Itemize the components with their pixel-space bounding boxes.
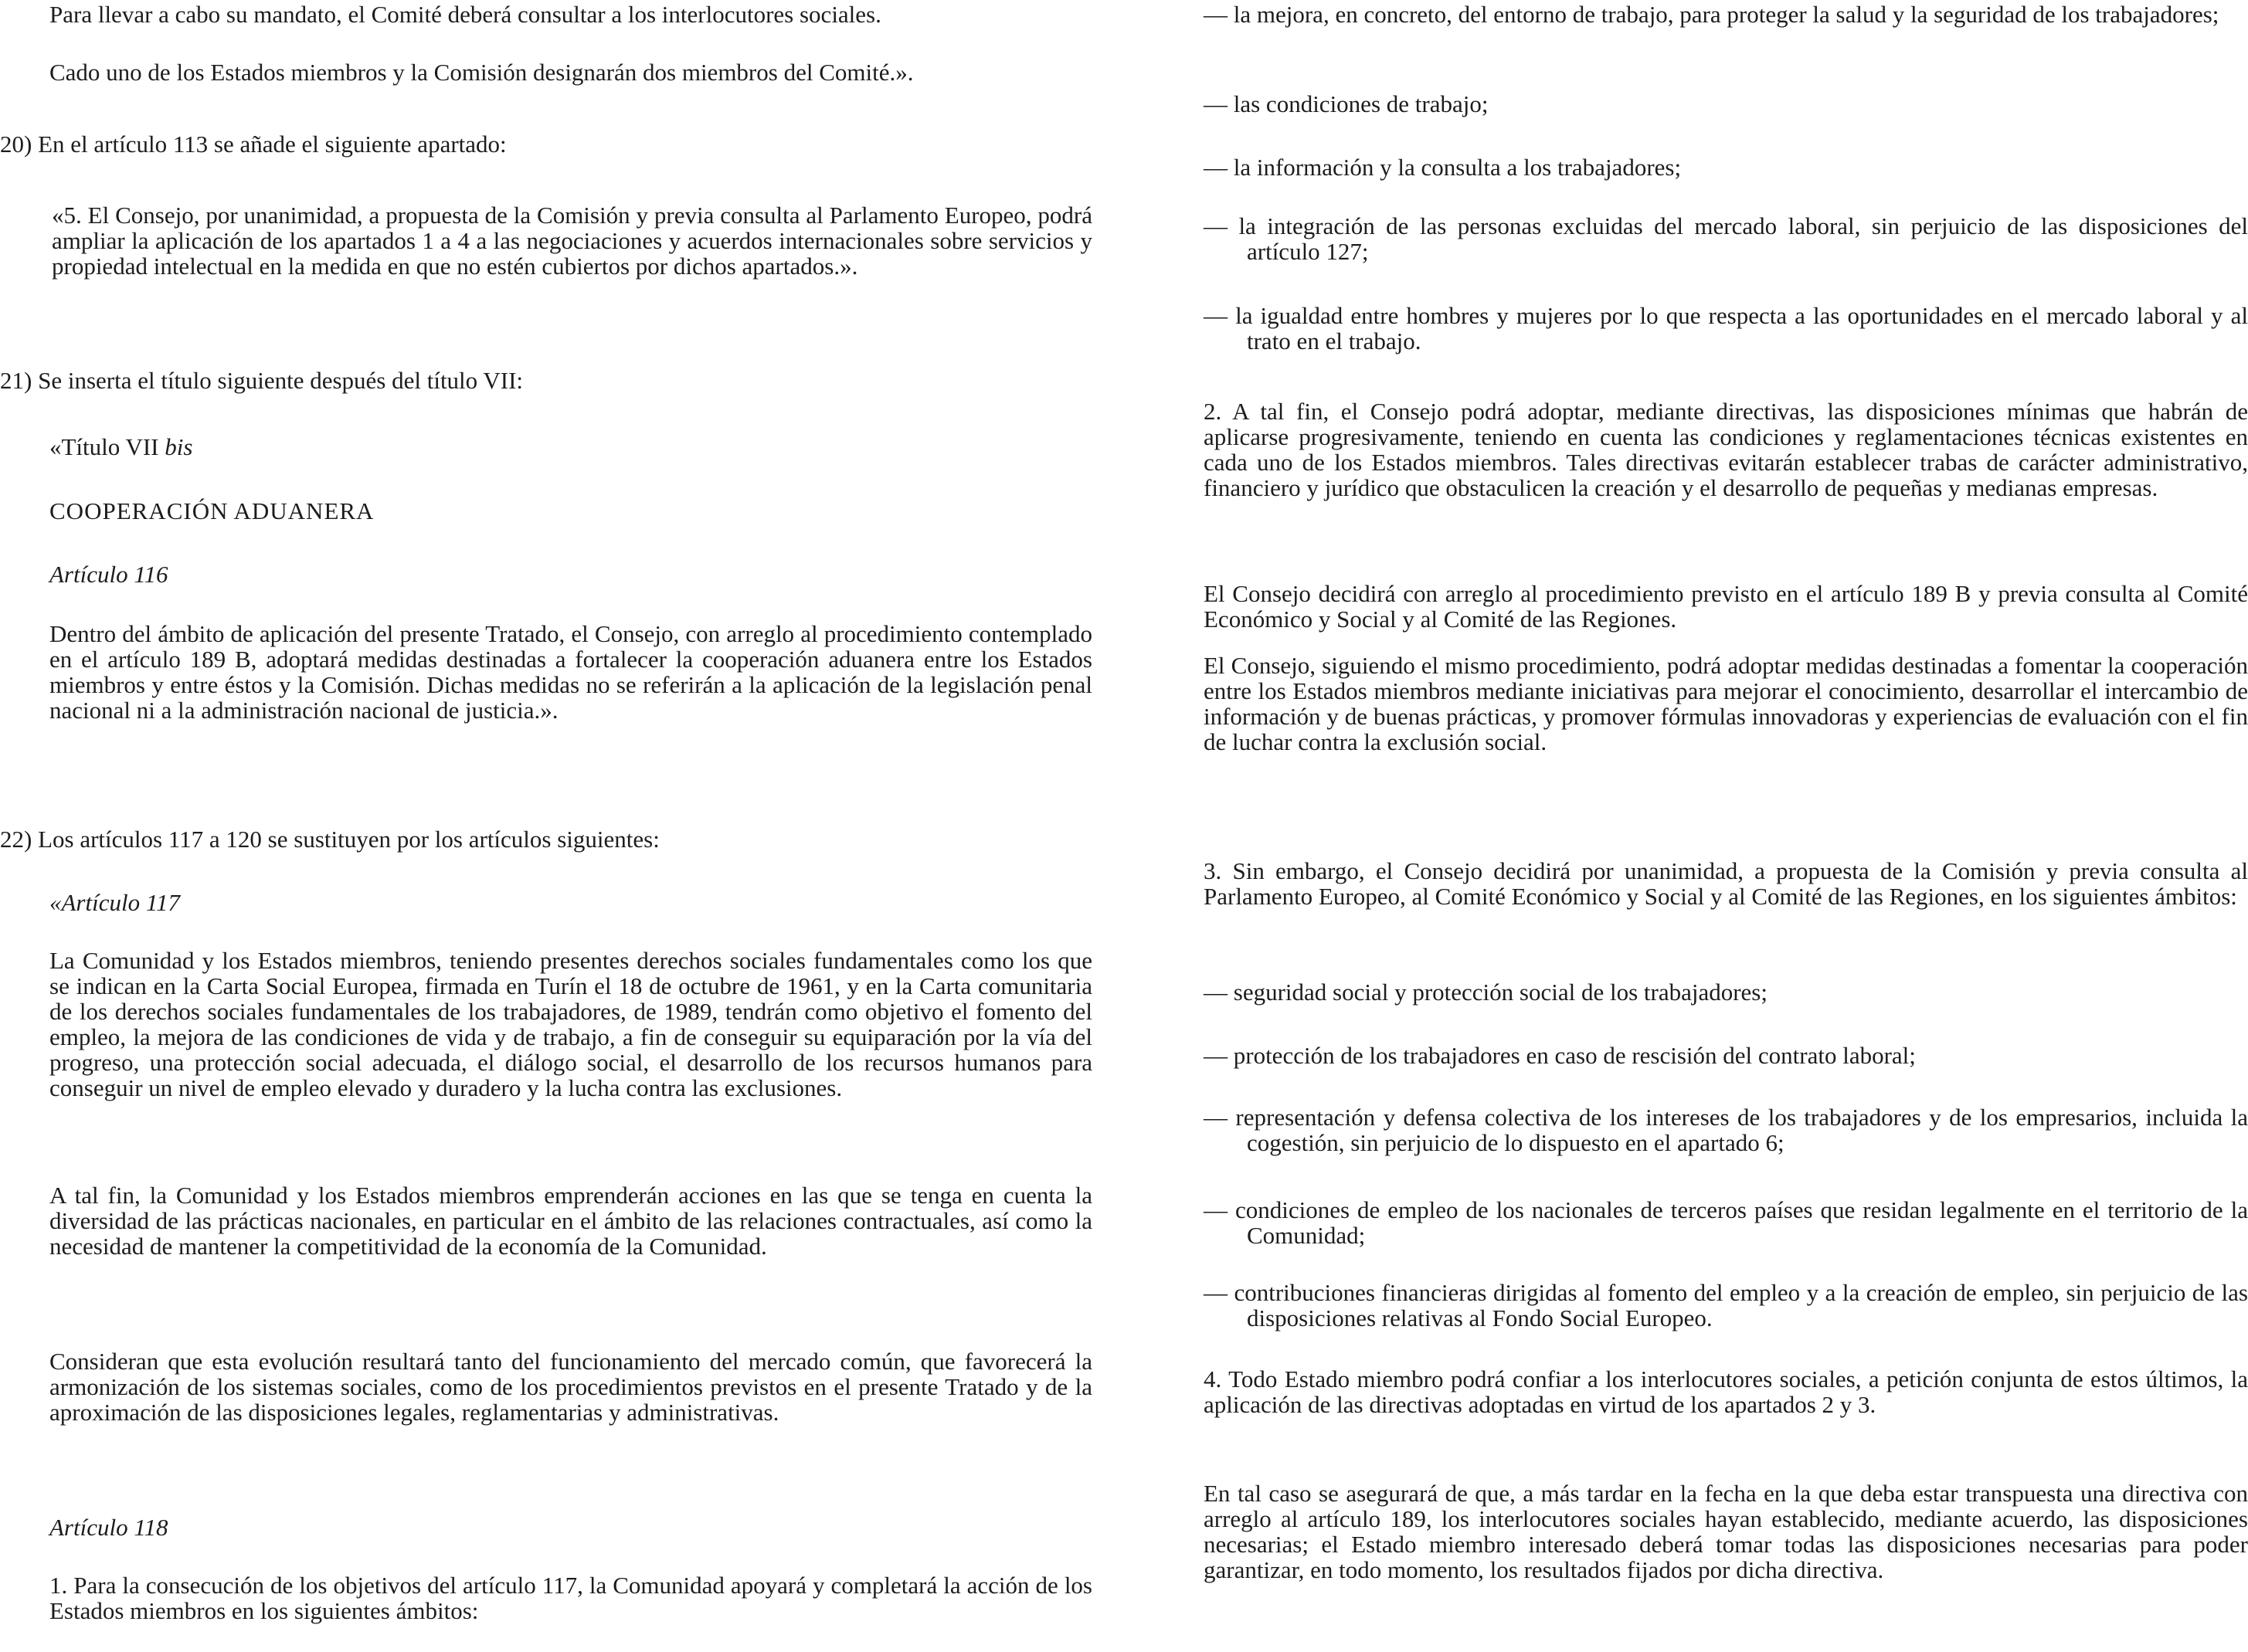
paragraph: Dentro del ámbito de aplicación del presente Tratado, el Consejo, con arreglo al procedimiento contemplado en el artículo 189 B, adoptará medidas destinadas a fortalecer la cooperación aduanera entre los Estados miembros y entre éstos y la Comisión. Dichas medidas no se referirán a la aplicación de la legislación penal nacional ni a la administración nacional de justicia.». xyxy=(49,620,1092,724)
list-item: — protección de los trabajadores en caso de rescisión del contrato laboral; xyxy=(1204,1042,1916,1069)
paragraph: 4. Todo Estado miembro podrá confiar a los interlocutores sociales, a petición conjunta de estos últimos, la aplicación de las directivas adoptadas en virtud de los apartados 2 y 3. xyxy=(1204,1365,2248,1418)
paragraph: A tal fin, la Comunidad y los Estados miembros emprenderán acciones en las que se tenga en cuenta la diversidad de las prácticas nacionales, en particular en el ámbito de las relaciones contractuales, así como la necesidad de mantener la competitividad de la economía de la Comunidad. xyxy=(49,1182,1092,1260)
paragraph: 1. Para la consecución de los objetivos del artículo 117, la Comunidad apoyará y completará la acción de los Estados miembros en los siguientes ámbitos: xyxy=(49,1572,1092,1624)
article-heading: Artículo 118 xyxy=(49,1514,168,1541)
paragraph: Cado uno de los Estados miembros y la Comisión designarán dos miembros del Comité.». xyxy=(49,59,914,86)
list-item: — representación y defensa colectiva de los intereses de los trabajadores y de los empresarios, incluida la cogestión, sin perjuicio de lo dispuesto en el apartado 6; xyxy=(1204,1104,2248,1156)
article-heading: «Artículo 117 xyxy=(49,889,181,916)
paragraph: La Comunidad y los Estados miembros, teniendo presentes derechos sociales fundamentales como los que se indican en la Carta Social Europea, firmada en Turín el 18 de octubre de 1961, y en la Carta comunitaria de los derechos sociales fundamentales de los trabajadores, de 1989, tendrán como objetivo el fomento del empleo, la mejora de las condiciones de vida y de trabajo, a fin de conseguir su equiparación por la vía del progreso, una protección social adecuada, el diálogo social, el desarrollo de los recursos humanos para conseguir un nivel de empleo elevado y duradero y la lucha contra las exclusiones. xyxy=(49,947,1092,1101)
paragraph: Para llevar a cabo su mandato, el Comité deberá consultar a los interlocutores sociales. xyxy=(49,1,881,28)
paragraph: 2. A tal fin, el Consejo podrá adoptar, mediante directivas, las disposiciones mínimas que habrán de aplicarse progresivamente, teniendo en cuenta las condiciones y reglamentaciones técnicas existentes en cada uno de los Estados miembros. Tales directivas evitarán establecer trabas de carácter administrativo, financiero y jurídico que obstaculicen la creación y el desarrollo de pequeñas y medianas empresas. xyxy=(1204,398,2248,501)
quoted-paragraph: «5. El Consejo, por unanimidad, a propuesta de la Comisión y previa consulta al Parlamento Europeo, podrá ampliar la aplicación de los apartados 1 a 4 a las negociaciones y acuerdos internacionales sobre servicios y propiedad intelectual en la medida en que no estén cubiertos por dichos apartados.». xyxy=(52,202,1092,280)
title-bis: bis xyxy=(165,433,193,460)
section-heading: COOPERACIÓN ADUANERA xyxy=(49,497,375,524)
paragraph: El Consejo decidirá con arreglo al procedimiento previsto en el artículo 189 B y previa consulta al Comité Económico y Social y al Comité de las Regiones. xyxy=(1204,580,2248,633)
paragraph: En tal caso se asegurará de que, a más tardar en la fecha en la que deba estar transpuesta una directiva con arreglo al artículo 189, los interlocutores sociales hayan establecido, mediante acuerdo, las disposiciones necesarias; el Estado miembro interesado deberá tomar todas las disposiciones necesarias para poder garantizar, en todo momento, los resultados fijados por dicha directiva. xyxy=(1204,1480,2248,1583)
paragraph: El Consejo, siguiendo el mismo procedimiento, podrá adoptar medidas destinadas a fomentar la cooperación entre los Estados miembros mediante iniciativas para mejorar el conocimiento, desarrollar el intercambio de información y de buenas prácticas, y promover fórmulas innovadoras y experiencias de evaluación con el fin de luchar contra la exclusión social. xyxy=(1204,652,2248,755)
list-item-21 xyxy=(0,368,1143,393)
paragraph: Consideran que esta evolución resultará tanto del funcionamiento del mercado común, que favorecerá la armonización de los sistemas sociales, como de los procedimientos previstos en el presente Tratado y de la aproximación de las disposiciones legales, reglamentarias y administrativas. xyxy=(49,1348,1092,1426)
article-heading: Artículo 116 xyxy=(49,561,168,588)
list-item: — seguridad social y protección social de los trabajadores; xyxy=(1204,979,1767,1006)
list-item-20 xyxy=(0,131,1143,157)
item-number: 20) xyxy=(0,131,32,158)
list-item: — la mejora, en concreto, del entorno de trabajo, para proteger la salud y la seguridad de los trabajadores; xyxy=(1204,1,2219,28)
list-item: — contribuciones financieras dirigidas al fomento del empleo y a la creación de empleo, sin perjuicio de las disposiciones relativas al Fondo Social Europeo. xyxy=(1204,1279,2248,1331)
item-text: Los artículos 117 a 120 se sustituyen por los artículos siguientes: xyxy=(38,826,660,853)
item-text: Se inserta el título siguiente después del título VII: xyxy=(38,367,524,394)
list-item: — la integración de las personas excluidas del mercado laboral, sin perjuicio de las disposiciones del artículo 127; xyxy=(1204,212,2248,265)
list-item: — condiciones de empleo de los nacionales de terceros países que residan legalmente en el territorio de la Comunidad; xyxy=(1204,1196,2248,1249)
list-item: — la igualdad entre hombres y mujeres por lo que respecta a las oportunidades en el mercado laboral y al trato en el trabajo. xyxy=(1204,302,2248,354)
list-item-22 xyxy=(0,826,1143,852)
title-line xyxy=(49,434,1092,460)
list-item: — las condiciones de trabajo; xyxy=(1204,90,1489,117)
title-prefix: «Título VII xyxy=(49,433,165,460)
item-number: 22) xyxy=(0,826,32,853)
list-item: — la información y la consulta a los trabajadores; xyxy=(1204,154,1682,181)
item-number: 21) xyxy=(0,367,32,394)
paragraph: 3. Sin embargo, el Consejo decidirá por unanimidad, a propuesta de la Comisión y previa consulta al Parlamento Europeo, al Comité Económico y Social y al Comité de las Regiones, en los siguientes ámbitos: xyxy=(1204,857,2248,910)
item-text: En el artículo 113 se añade el siguiente apartado: xyxy=(38,131,507,158)
